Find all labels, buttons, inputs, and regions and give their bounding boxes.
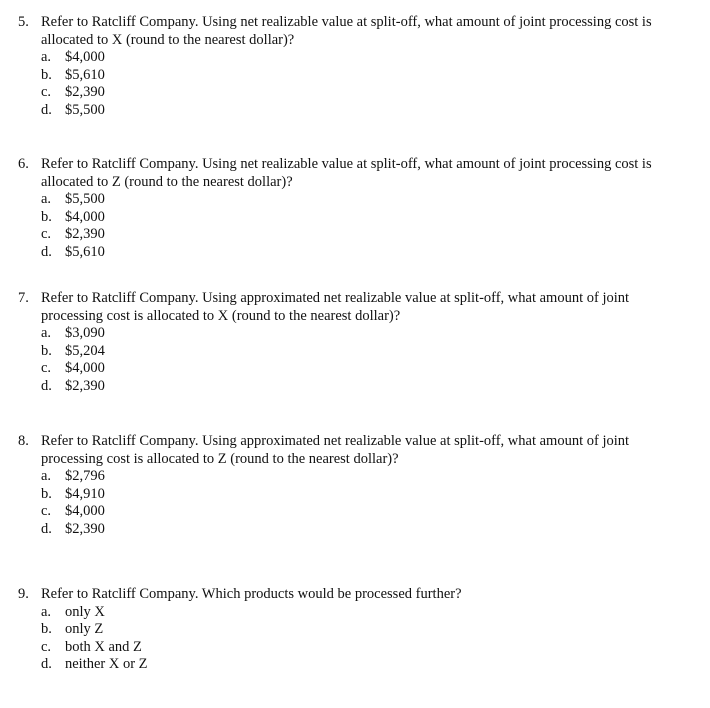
option-text: only X (65, 603, 105, 620)
question-number: 7. (18, 290, 29, 306)
option-letter: b. (41, 208, 52, 225)
answer-option-c (18, 639, 678, 657)
option-letter: d. (41, 243, 52, 260)
option-text: $2,390 (65, 84, 105, 101)
answer-option-a (18, 468, 678, 486)
option-letter: d. (41, 656, 52, 673)
question-text: Refer to Ratcliff Company. Using net realizable value at split-off, what amount of joint processing cost is allocated to X (round to the nearest dollar)? (41, 14, 652, 48)
question-number: 8. (18, 433, 29, 449)
option-text: neither X or Z (65, 656, 148, 673)
answer-option-d (18, 102, 678, 120)
question-number: 5. (18, 14, 29, 30)
option-letter: c. (41, 503, 52, 520)
answer-option-a (18, 325, 678, 343)
option-text: $3,090 (65, 325, 105, 342)
question-5 (18, 14, 678, 120)
question-stem (18, 586, 678, 604)
option-text: $4,000 (65, 49, 105, 66)
option-letter: c. (41, 84, 52, 101)
answer-option-c (18, 360, 678, 378)
option-text: $2,796 (65, 468, 105, 485)
answer-option-b (18, 209, 678, 227)
question-text: Refer to Ratcliff Company. Using approximated net realizable value at split-off, what amount of joint processing cost is allocated to X (round to the nearest dollar)? (41, 290, 630, 324)
option-letter: b. (41, 485, 52, 502)
option-letter: b. (41, 66, 52, 83)
option-text: $4,910 (65, 485, 105, 502)
option-letter: c. (41, 226, 52, 243)
option-text: only Z (65, 621, 104, 638)
option-letter: b. (41, 342, 52, 359)
question-stem (18, 290, 678, 325)
option-text: $4,000 (65, 208, 105, 225)
option-letter: a. (41, 603, 52, 620)
question-number: 6. (18, 156, 29, 172)
question-number: 9. (18, 586, 29, 602)
answer-option-c (18, 503, 678, 521)
answer-option-d (18, 244, 678, 262)
option-text: $2,390 (65, 226, 105, 243)
answer-options (18, 604, 678, 674)
answer-option-b (18, 67, 678, 85)
answer-option-c (18, 226, 678, 244)
question-6 (18, 156, 678, 262)
answer-options (18, 325, 678, 395)
answer-option-b (18, 621, 678, 639)
option-letter: b. (41, 621, 52, 638)
question-stem (18, 433, 678, 468)
option-text: $5,204 (65, 342, 105, 359)
option-letter: d. (41, 520, 52, 537)
option-letter: a. (41, 191, 52, 208)
question-stem (18, 156, 678, 191)
question-text: Refer to Ratcliff Company. Using approximated net realizable value at split-off, what amount of joint processing cost is allocated to Z (round to the nearest dollar)? (41, 433, 630, 467)
option-text: both X and Z (65, 638, 142, 655)
answer-option-a (18, 604, 678, 622)
question-stem (18, 14, 678, 49)
option-letter: c. (41, 360, 52, 377)
answer-options (18, 191, 678, 261)
option-letter: c. (41, 638, 52, 655)
option-text: $5,610 (65, 243, 105, 260)
answer-option-d (18, 656, 678, 674)
option-letter: d. (41, 377, 52, 394)
option-text: $4,000 (65, 503, 105, 520)
option-text: $2,390 (65, 520, 105, 537)
answer-options (18, 49, 678, 119)
question-text: Refer to Ratcliff Company. Which products would be processed further? (41, 586, 462, 602)
option-text: $5,500 (65, 191, 105, 208)
option-text: $5,500 (65, 101, 105, 118)
question-8 (18, 433, 678, 539)
option-letter: a. (41, 325, 52, 342)
answer-option-a (18, 191, 678, 209)
question-text: Refer to Ratcliff Company. Using net realizable value at split-off, what amount of joint processing cost is allocated to Z (round to the nearest dollar)? (41, 156, 652, 190)
answer-option-d (18, 521, 678, 539)
option-letter: a. (41, 468, 52, 485)
answer-options (18, 468, 678, 538)
option-text: $4,000 (65, 360, 105, 377)
option-letter: a. (41, 49, 52, 66)
answer-option-d (18, 378, 678, 396)
option-letter: d. (41, 101, 52, 118)
question-7 (18, 290, 678, 396)
option-text: $5,610 (65, 66, 105, 83)
answer-option-a (18, 49, 678, 67)
question-9 (18, 586, 678, 674)
answer-option-c (18, 84, 678, 102)
answer-option-b (18, 486, 678, 504)
answer-option-b (18, 343, 678, 361)
option-text: $2,390 (65, 377, 105, 394)
